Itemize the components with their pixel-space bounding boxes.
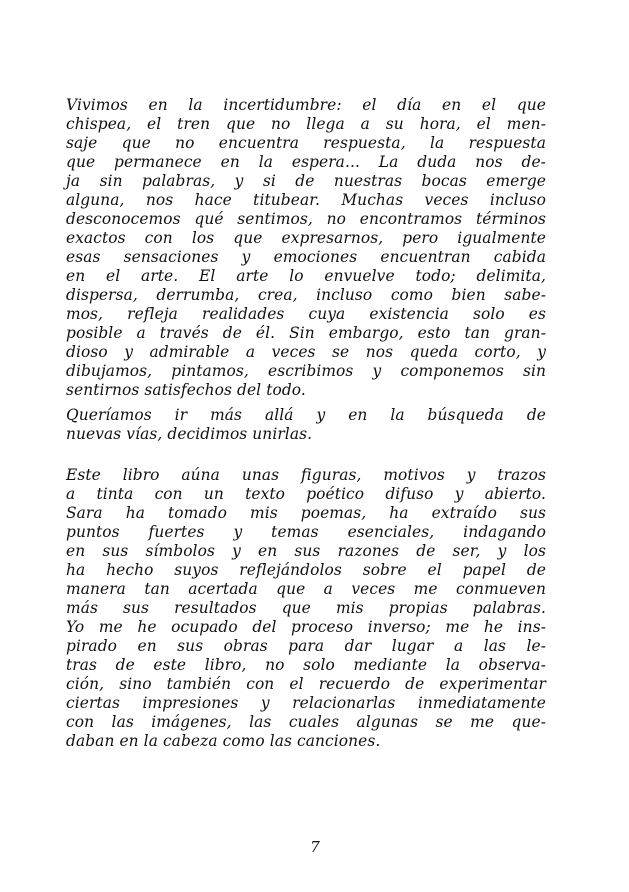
- text-line: con las imágenes, las cuales algunas se me que-: [66, 713, 546, 731]
- text-line: ja sin palabras, y si de nuestras bocas emerge: [66, 172, 546, 190]
- text-line: en el arte. El arte lo envuelve todo; delimita,: [66, 267, 546, 285]
- text-line: daban en la cabeza como las canciones.: [66, 732, 381, 750]
- text-line: dioso y admirable a veces se nos queda corto, y: [66, 343, 546, 361]
- text-line: puntos fuertes y temas esenciales, indagando: [66, 523, 546, 541]
- paragraph-2: [66, 406, 546, 444]
- page-number: 7: [310, 838, 320, 856]
- text-line: sentirnos satisfechos del todo.: [66, 381, 306, 399]
- text-line: esas sensaciones y emociones encuentran cabida: [66, 248, 546, 266]
- text-line: dispersa, derrumba, crea, incluso como bien sabe-: [66, 286, 546, 304]
- text-line: en sus símbolos y en sus razones de ser, y los: [66, 542, 546, 560]
- text-line: desconocemos qué sentimos, no encontramos términos: [66, 210, 546, 228]
- text-line: chispea, el tren que no llega a su hora, el men-: [66, 115, 546, 133]
- text-line: que permanece en la espera... La duda nos de-: [66, 153, 546, 171]
- text-line: saje que no encuentra respuesta, la respuesta: [66, 134, 546, 152]
- text-line: más sus resultados que mis propias palabras.: [66, 599, 546, 617]
- paragraph-3: [66, 466, 546, 751]
- text-line: a tinta con un texto poético difuso y abierto.: [66, 485, 546, 503]
- text-line: Este libro aúna unas figuras, motivos y trazos: [66, 466, 546, 484]
- text-line: mos, refleja realidades cuya existencia solo es: [66, 305, 546, 323]
- paragraph-1: [66, 96, 546, 400]
- text-line: dibujamos, pintamos, escribimos y componemos sin: [66, 362, 546, 380]
- text-line: alguna, nos hace titubear. Muchas veces incluso: [66, 191, 546, 209]
- text-line: tras de este libro, no solo mediante la observa-: [66, 656, 546, 674]
- text-line: Vivimos en la incertidumbre: el día en el que: [66, 96, 546, 114]
- text-line: ciertas impresiones y relacionarlas inmediatamente: [66, 694, 546, 712]
- text-line: exactos con los que expresarnos, pero igualmente: [66, 229, 546, 247]
- text-line: nuevas vías, decidimos unirlas.: [66, 425, 313, 443]
- text-line: manera tan acertada que a veces me conmueven: [66, 580, 546, 598]
- text-line: pirado en sus obras para dar lugar a las le-: [66, 637, 546, 655]
- text-line: ha hecho suyos reflejándolos sobre el papel de: [66, 561, 546, 579]
- text-line: Queríamos ir más allá y en la búsqueda de: [66, 406, 546, 424]
- text-line: Yo me he ocupado del proceso inverso; me he ins-: [66, 618, 546, 636]
- text-line: ción, sino también con el recuerdo de experimentar: [66, 675, 546, 693]
- text-line: Sara ha tomado mis poemas, ha extraído sus: [66, 504, 546, 522]
- text-line: posible a través de él. Sin embargo, esto tan gran-: [66, 324, 546, 342]
